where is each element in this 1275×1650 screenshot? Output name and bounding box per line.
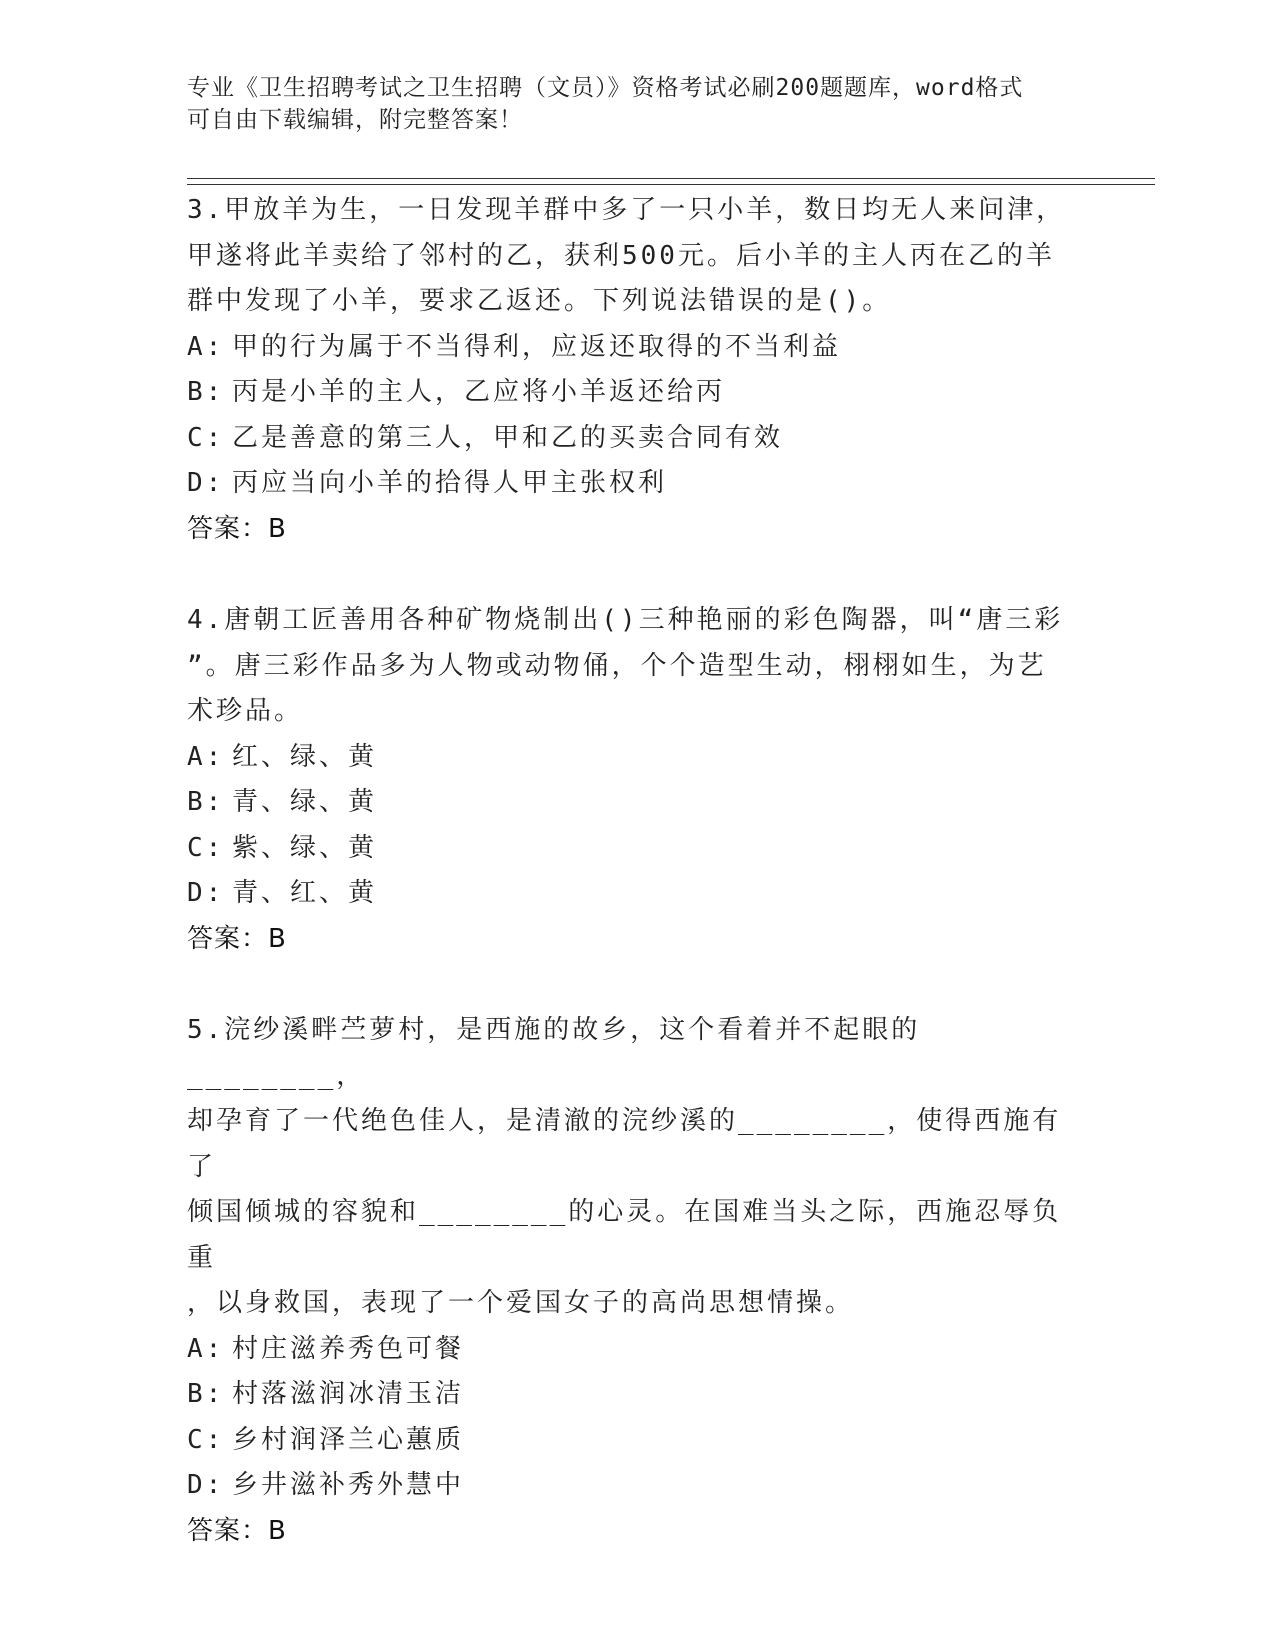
option-b bbox=[187, 370, 1067, 416]
header-line-2: 可自由下载编辑，附完整答案！ bbox=[187, 107, 523, 133]
option-letter: C: bbox=[187, 832, 225, 863]
option-a bbox=[187, 325, 1067, 371]
option-d bbox=[187, 1463, 1067, 1509]
stem-line: 群中发现了小羊，要求乙返还。下列说法错误的是()。 bbox=[187, 286, 892, 316]
stem-line: 倾国倾城的容貌和________的心灵。在国难当头之际，西施忍辱负重 bbox=[187, 1197, 1062, 1273]
option-letter: A: bbox=[187, 331, 225, 362]
option-letter: A: bbox=[187, 741, 225, 772]
option-text: 紫、绿、黄 bbox=[232, 832, 378, 863]
option-text: 乙是善意的第三人，甲和乙的买卖合同有效 bbox=[232, 422, 784, 453]
stem-line: 3.甲放羊为生，一日发现羊群中多了一只小羊，数日均无人来问津， bbox=[187, 195, 1066, 225]
question-5 bbox=[187, 1008, 1067, 1554]
stem-line: 甲遂将此羊卖给了邻村的乙，获利500元。后小羊的主人丙在乙的羊 bbox=[187, 240, 1055, 271]
answer-line: 答案：B bbox=[187, 923, 287, 954]
option-text: 乡井滋补秀外慧中 bbox=[232, 1470, 465, 1500]
option-b bbox=[187, 1372, 1067, 1418]
option-d bbox=[187, 461, 1067, 507]
question-stem bbox=[187, 188, 1067, 325]
answer-line: 答案：B bbox=[187, 1515, 287, 1546]
option-c bbox=[187, 416, 1067, 462]
stem-line: 4.唐朝工匠善用各种矿物烧制出()三种艳丽的彩色陶器，叫“唐三彩 bbox=[187, 605, 1064, 635]
stem-line: 术珍品。 bbox=[187, 696, 304, 726]
option-letter: D: bbox=[187, 1470, 225, 1500]
option-list bbox=[187, 325, 1067, 507]
option-text: 村庄滋养秀色可餐 bbox=[232, 1333, 465, 1364]
option-d bbox=[187, 871, 1067, 917]
option-b bbox=[187, 780, 1067, 826]
option-list bbox=[187, 1327, 1067, 1509]
option-text: 甲的行为属于不当得利，应返还取得的不当利益 bbox=[232, 331, 842, 362]
option-text: 丙是小羊的主人，乙应将小羊返还给丙 bbox=[232, 377, 726, 407]
option-letter: C: bbox=[187, 1424, 225, 1455]
stem-line: ，以身救国，表现了一个爱国女子的高尚思想情操。 bbox=[187, 1288, 855, 1318]
answer-line: 答案：B bbox=[187, 513, 287, 544]
option-letter: A: bbox=[187, 1333, 225, 1364]
stem-line: 5.浣纱溪畔苎萝村，是西施的故乡，这个看着并不起眼的________， bbox=[187, 1015, 921, 1091]
option-text: 乡村润泽兰心蕙质 bbox=[232, 1424, 465, 1455]
option-text: 青、红、黄 bbox=[232, 878, 378, 908]
question-stem bbox=[187, 598, 1067, 735]
question-4 bbox=[187, 598, 1067, 962]
header-line-1: 专业《卫生招聘考试之卫生招聘（文员）》资格考试必刷200题题库，word格式 bbox=[187, 75, 1024, 101]
question-3 bbox=[187, 188, 1067, 552]
option-letter: D: bbox=[187, 878, 225, 908]
option-list bbox=[187, 735, 1067, 917]
option-letter: B: bbox=[187, 377, 225, 407]
option-a bbox=[187, 735, 1067, 781]
option-text: 丙应当向小羊的拾得人甲主张权利 bbox=[232, 468, 668, 498]
header-rule-top bbox=[187, 178, 1155, 179]
option-letter: C: bbox=[187, 422, 225, 453]
option-a bbox=[187, 1327, 1067, 1373]
option-letter: D: bbox=[187, 468, 225, 498]
option-text: 村落滋润冰清玉洁 bbox=[232, 1379, 465, 1409]
option-letter: B: bbox=[187, 787, 225, 817]
option-text: 红、绿、黄 bbox=[232, 741, 378, 772]
option-c bbox=[187, 826, 1067, 872]
option-letter: B: bbox=[187, 1379, 225, 1409]
stem-line: 却孕育了一代绝色佳人，是清澈的浣纱溪的________，使得西施有了 bbox=[187, 1106, 1062, 1182]
option-text: 青、绿、黄 bbox=[232, 787, 378, 817]
document-header bbox=[187, 72, 1067, 136]
option-c bbox=[187, 1418, 1067, 1464]
stem-line: ”。唐三彩作品多为人物或动物俑，个个造型生动，栩栩如生，为艺 bbox=[187, 650, 1047, 681]
question-stem bbox=[187, 1008, 1067, 1327]
header-rule-bottom bbox=[187, 184, 1155, 185]
